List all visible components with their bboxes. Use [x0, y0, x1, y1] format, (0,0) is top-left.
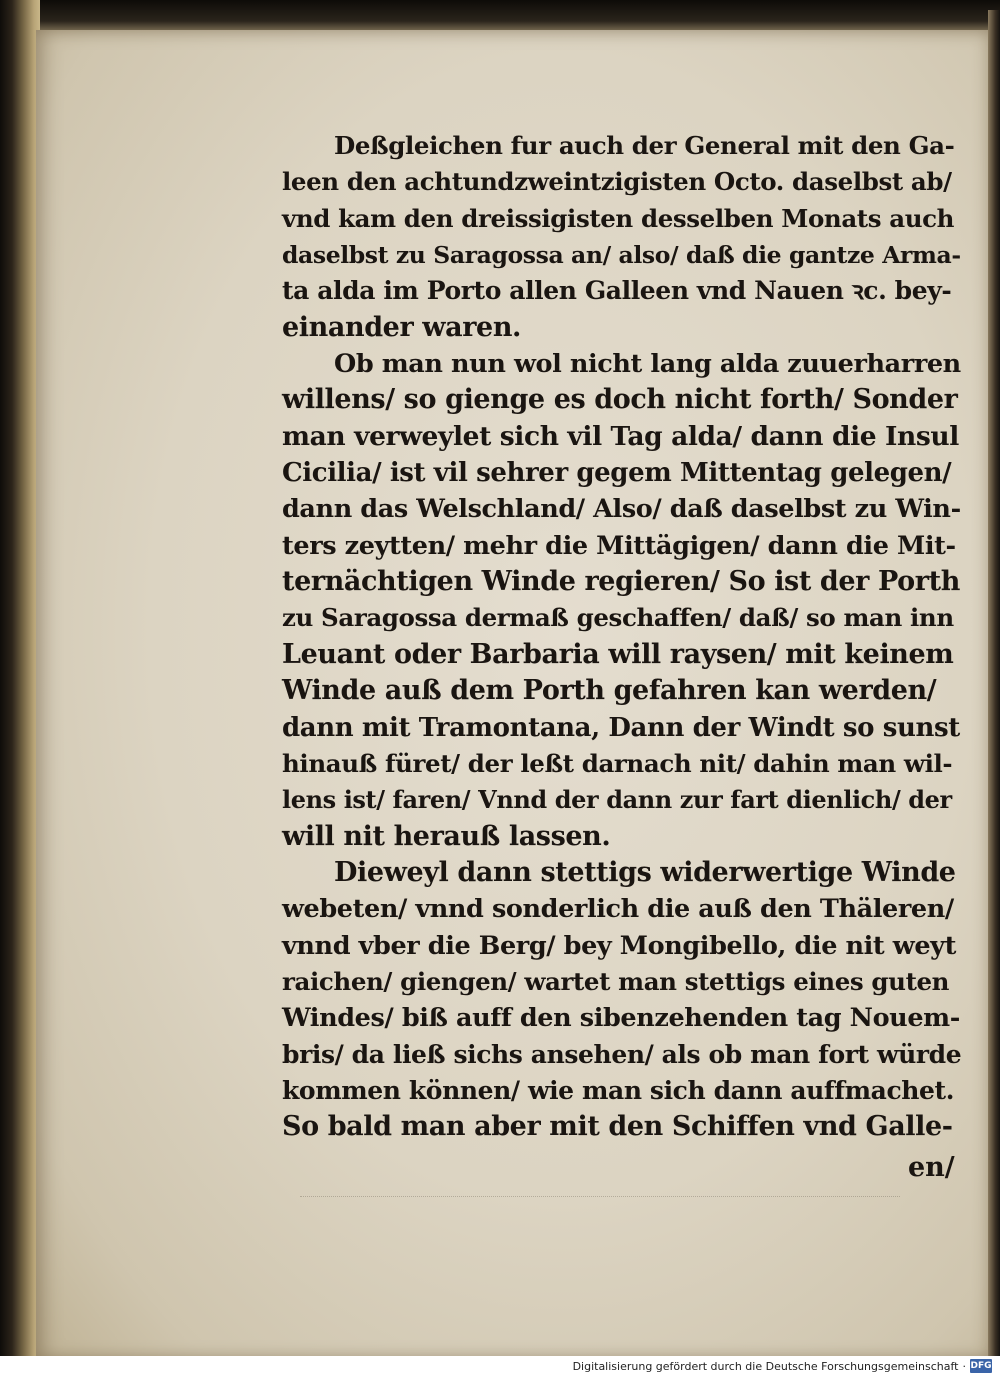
text-line: man verweylet sich vil Tag alda/ dann die Insul: [282, 420, 959, 452]
page-right-edge: [988, 10, 1000, 1360]
catchword: en/: [908, 1152, 955, 1183]
text-line: einander waren.: [282, 311, 522, 343]
page-text: [282, 128, 962, 1146]
text-line: leen den achtundzweintzigisten Octo. daselbst ab/: [282, 167, 952, 197]
text-line: willens/ so gienge es doch nicht forth/ Sonder: [282, 384, 958, 416]
text-line: webeten/ vnnd sonderlich die auß den Thäleren/: [282, 894, 954, 925]
text-line: Windes/ biß auff den sibenzehenden tag Nouem-: [282, 1003, 960, 1034]
dfg-logo: DFG: [970, 1361, 992, 1371]
footer: Digitalisierung gefördert durch die Deutsche Forschungsgemeinschaft · DFG: [572, 1359, 992, 1373]
show-through-lines: [300, 1196, 900, 1203]
text-line: Ob man nun wol nicht lang alda zuuerharren: [334, 349, 961, 380]
text-line: hinauß füret/ der leßt darnach nit/ dahin man wil-: [282, 748, 953, 778]
text-line: Leuant oder Barbaria will raysen/ mit keinem: [282, 638, 954, 670]
text-line: Dieweyl dann stettigs widerwertige Winde: [334, 856, 956, 888]
text-line: bris/ da ließ sichs ansehen/ als ob man fort würde: [282, 1039, 962, 1069]
text-line: vnnd vber die Berg/ bey Mongibello, die nit weyt: [282, 930, 956, 961]
text-line: ternächtigen Winde regieren/ So ist der Porth: [282, 566, 960, 598]
text-line: zu Saragossa dermaß geschaffen/ daß/ so man inn: [282, 603, 954, 633]
text-line: Deßgleichen fur auch der General mit den Ga-: [334, 131, 955, 160]
text-line: So bald man aber mit den Schiffen vnd Galle-: [282, 1111, 953, 1143]
text-line: dann das Welschland/ Also/ daß daselbst zu Win-: [282, 494, 961, 525]
text-line: Cicilia/ ist vil sehrer gegem Mittentag gelegen/: [282, 458, 952, 489]
text-line: Winde auß dem Porth gefahren kan werden/: [282, 675, 937, 707]
text-line: raichen/ giengen/ wartet man stettigs eines guten: [282, 966, 950, 996]
text-line: daselbst zu Saragossa an/ also/ daß die gantze Arma-: [282, 241, 961, 270]
text-line: lens ist/ faren/ Vnnd der dann zur fart dienlich/ der: [282, 785, 952, 815]
text-line: vnd kam den dreissigisten desselben Monats auch: [282, 203, 955, 233]
scan-top-border: [0, 0, 1000, 30]
text-line: will nit herauß lassen.: [282, 820, 611, 852]
text-line: kommen können/ wie man sich dann auffmachet.: [282, 1075, 955, 1105]
footer-credit: Digitalisierung gefördert durch die Deutsche Forschungsgemeinschaft: [572, 1359, 959, 1373]
book-spine-edge: [0, 0, 40, 1362]
text-line: ters zeytten/ mehr die Mittägigen/ dann die Mit-: [282, 530, 956, 561]
text-line: ta alda im Porto allen Galleen vnd Nauen ꝛc. bey-: [282, 276, 952, 306]
text-line: dann mit Tramontana, Dann der Windt so sunst: [282, 712, 960, 743]
